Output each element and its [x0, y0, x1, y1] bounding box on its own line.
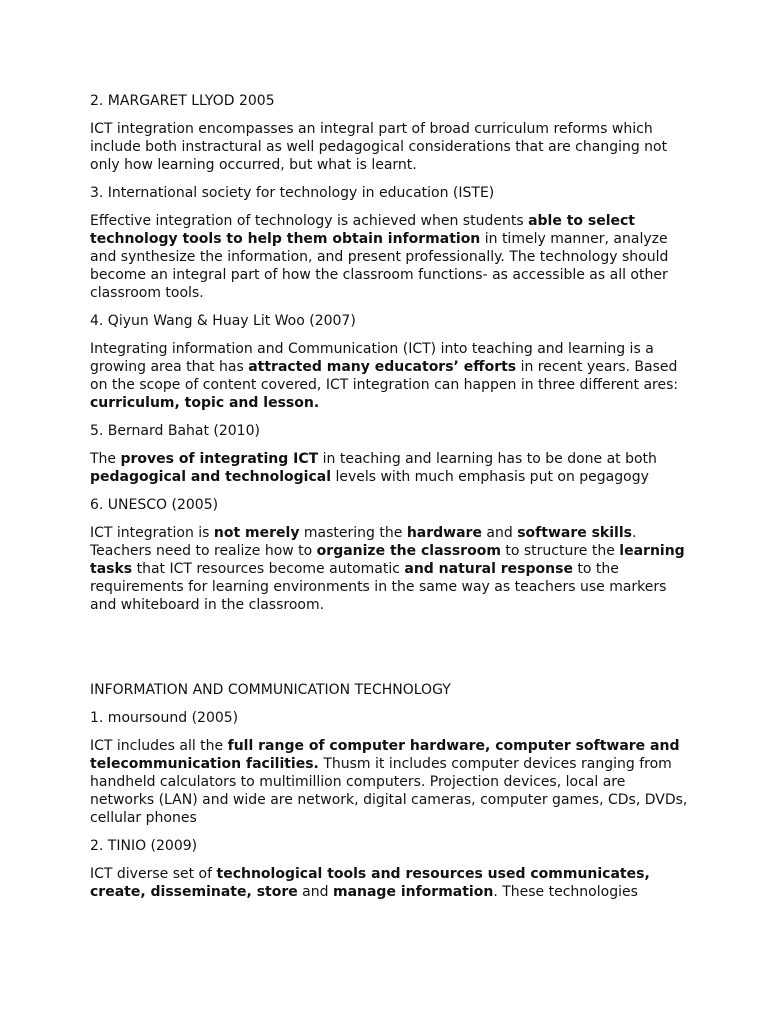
body-text: and — [481, 525, 518, 541]
entry-heading-lloyd: 2. MARGARET LLYOD 2005 — [90, 93, 275, 109]
body-text: . These technologies — [493, 884, 638, 900]
emphasis-text: manage information — [332, 884, 494, 900]
section-title-ict: INFORMATION AND COMMUNICATION TECHNOLOGY — [90, 682, 451, 698]
emphasis-text: not merely — [213, 525, 300, 541]
emphasis-text: pedagogical and technological — [90, 469, 331, 485]
body-text: mastering the — [299, 525, 407, 541]
body-text: Thusm it includes computer devices ranging from handheld calculators to multimillion computers. Projection devices, local are networks (LAN) and wide are network, digital cameras, computer games, CDs, DVDs, cellular phones — [90, 756, 688, 826]
emphasis-text: attracted many educators’ efforts — [248, 359, 517, 375]
entry-heading-moursound: 1. moursound (2005) — [90, 710, 239, 726]
body-text: The — [90, 451, 121, 467]
body-text: in timely manner, analyze and synthesize the information, and present professionally. The technology should become an integral part of how the classroom functions- as accessible as all other classroom tools. — [90, 231, 669, 301]
document-page — [90, 92, 690, 911]
body-text: to structure the — [500, 543, 620, 559]
emphasis-text: able to select technology tools to help them obtain information — [90, 213, 635, 247]
body-text: to the requirements for learning environments in the same way as teachers use markers and whiteboard in the classroom. — [90, 561, 667, 613]
body-text: in recent years. Based on the scope of content covered, ICT integration can happen in three different ares: — [90, 359, 679, 393]
entry-heading-tinio: 2. TINIO (2009) — [90, 838, 198, 854]
body-text: levels with much emphasis put on pegagogy — [331, 469, 649, 485]
entry-text-tinio — [90, 865, 690, 901]
emphasis-text: proves of integrating ICT — [120, 451, 319, 467]
emphasis-text: software skills — [517, 525, 632, 541]
body-text: . Teachers need to realize how to — [90, 525, 637, 559]
body-text: in teaching and learning has to be done at both — [318, 451, 657, 467]
emphasis-text: learning tasks — [90, 543, 685, 577]
entry-text-lloyd — [90, 120, 690, 174]
entry-heading-wang-woo: 4. Qiyun Wang & Huay Lit Woo (2007) — [90, 313, 356, 329]
emphasis-text: and natural response — [404, 561, 573, 577]
body-text: Effective integration of technology is achieved when students — [90, 213, 529, 229]
entry-text-bahat — [90, 450, 690, 486]
body-text: and — [297, 884, 333, 900]
entry-text-wang-woo — [90, 340, 690, 412]
section-spacer — [90, 624, 690, 681]
entry-text-unesco — [90, 524, 690, 614]
entry-heading-unesco: 6. UNESCO (2005) — [90, 497, 219, 513]
emphasis-text: hardware — [406, 525, 482, 541]
body-text: ICT includes all the — [90, 738, 228, 754]
body-text: ICT integration is — [90, 525, 214, 541]
emphasis-text: technological tools and resources used communicates, create, disseminate, store — [90, 866, 650, 900]
entry-heading-iste: 3. International society for technology in education (ISTE) — [90, 185, 495, 201]
entry-text-iste — [90, 212, 690, 302]
body-text: ICT integration encompasses an integral part of broad curriculum reforms which include both instractural as well pedagogical considerations that are changing not only how learning occurred, but what is learnt. — [90, 121, 668, 173]
emphasis-text: organize the classroom — [316, 543, 501, 559]
body-text: ICT diverse set of — [90, 866, 217, 882]
entry-heading-bahat: 5. Bernard Bahat (2010) — [90, 423, 260, 439]
body-text: Integrating information and Communication (ICT) into teaching and learning is a growing area that has — [90, 341, 654, 375]
entry-text-moursound — [90, 737, 690, 827]
body-text: that ICT resources become automatic — [132, 561, 405, 577]
emphasis-text: curriculum, topic and lesson. — [90, 395, 320, 411]
emphasis-text: full range of computer hardware, computer software and telecommunication facilities. — [90, 738, 680, 772]
